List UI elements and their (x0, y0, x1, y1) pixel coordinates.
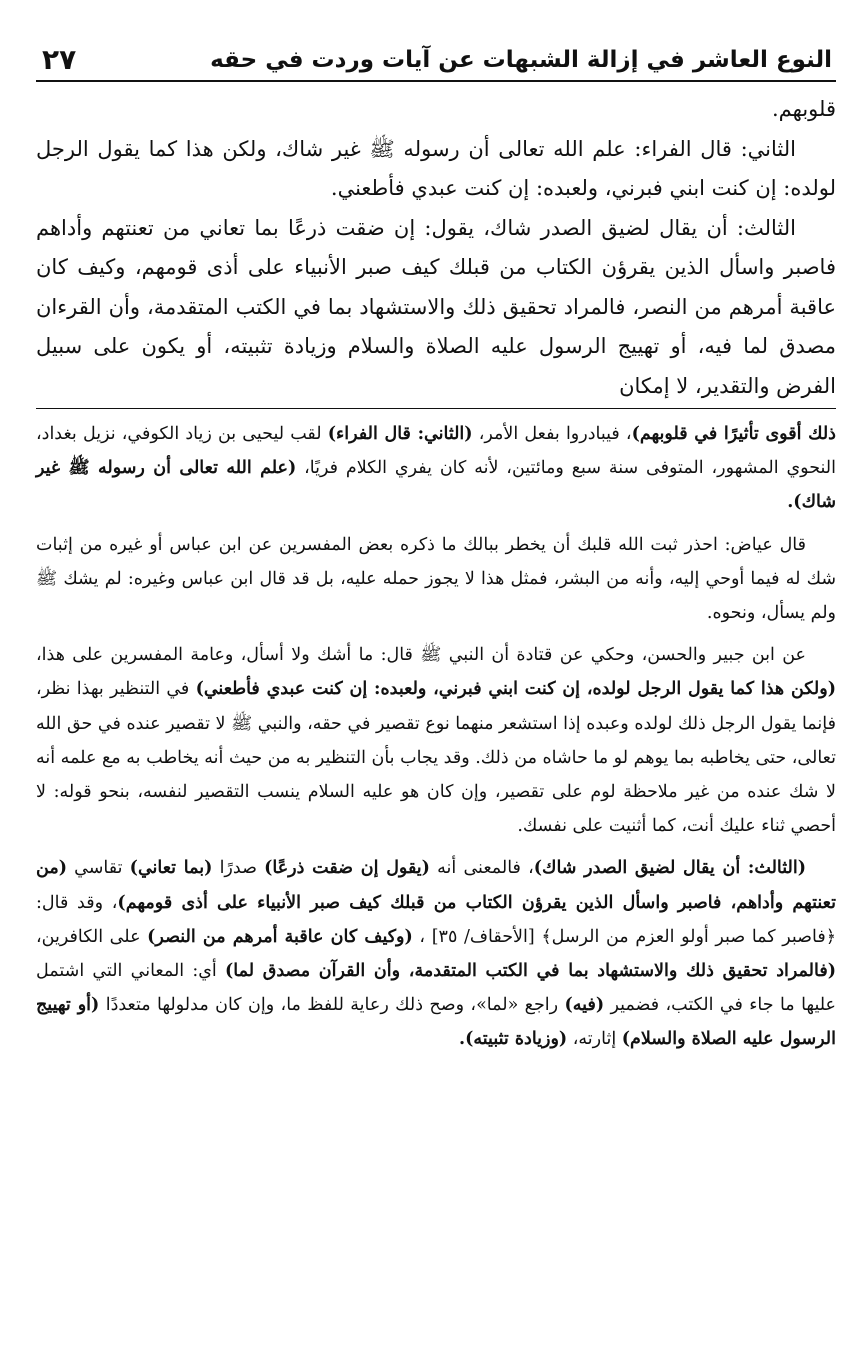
quoted-text: (يقول إن ضقت ذرعًا) (264, 858, 430, 879)
quoted-text: (الثاني: قال الفراء) (327, 424, 473, 444)
quoted-text: ذلك أقوى تأثيرًا في قلوبهم) (631, 424, 836, 444)
commentary-text-run: ، فيبادروا بفعل الأمر، (472, 424, 632, 444)
quoted-text: (فالمراد تحقيق ذلك والاستشهاد بما في الكتب المتقدمة، وأن القرآن مصدق لما) (224, 961, 836, 982)
commentary-text-run: في التنظير بهذا نظر، فإنما يقول الرجل ذلك لولده وعبده إذا استشعر منهما نوع تقصير في حقه، والنبي ﷺ لا تقصير عنده في حق الله تعالى، حتى يخاطبه بما يوهم لو ما حاشاه من ذلك. وقد يجاب بأن التنظير به من حيث أنه يخاطب به مع علمه أنه لا شك عنده من غير ملاحظة لوم على تقصير، وإن كان هو عليه السلام ينسب التقصير لنفسه، بنحو قوله: لا أحصي ثناء عليك أنت، كما أثنيت على نفسك. (36, 679, 836, 837)
commentary-text-run: تقاسي (66, 858, 130, 879)
main-paragraph-1: قلوبهم. (771, 97, 836, 121)
quoted-text: (وكيف كان عاقبة أمرهم من النصر) (147, 926, 413, 947)
commentary-paragraph-2: قال عياض: احذر ثبت الله قلبك أن يخطر ببالك ما ذكره بعض المفسرين عن ابن عباس أو غيره من إثبات شك له فيما أوحي إليه، وأنه من البشر، فمثل هذا لا يجوز حمله عليه، بل قد قال ابن عباس وغيره: لم يشك ﷺ ولم يسأل، ونحوه. (36, 534, 836, 624)
commentary-text-run: ، فالمعنى أنه (429, 858, 534, 879)
quran-citation: ، وقد قال: ﴿فاصبر كما صبر أولو العزم من الرسل﴾ [الأحقاف/ ٣٥] ، (36, 892, 836, 947)
footnote-separator (36, 408, 836, 409)
commentary-text-run: أي: المعاني التي اشتمل عليها ما جاء في الكتب، فضمير (36, 961, 836, 1016)
quoted-text: (وزيادة تثبيته). (459, 1029, 568, 1050)
commentary-text-run: صدرًا (212, 858, 265, 879)
quoted-text: (فيه) (564, 995, 605, 1016)
commentary-text (36, 417, 836, 1057)
page-number: ٢٧ (42, 43, 77, 76)
commentary-paragraph-1 (36, 417, 836, 520)
commentary-text-run: عن ابن جبير والحسن، وحكي عن قتادة أن النبي ﷺ قال: ما أشك ولا أسأل، وعامة المفسرين على هذا، (36, 645, 806, 666)
commentary-text-run: راجع «لما»، وصح ذلك رعاية للفظ ما، وإن كان مدلولها متعددًا (99, 995, 565, 1016)
main-paragraph-3: الثالث: أن يقال لضيق الصدر شاك، يقول: إن ضقت ذرعًا بما تعاني من تعنتهم وأداهم فاصبر واسأل الذين يقرؤن الكتاب من قبلك كيف صبر الأنبياء على أذى قومهم، وكيف كان عاقبة أمرهم من النصر، فالمراد تحقيق ذلك والاستشهاد بما في الكتب المتقدمة، وأن القرءان مصدق لما فيه، أو تهييج الرسول عليه الصلاة والسلام وزيادة تثبيته، أو يكون على سبيل الفرض والتقدير، لا إمكان (36, 215, 836, 398)
quoted-text: (ولكن هذا كما يقول الرجل لولده، إن كنت ابني فبرني، ولعبده: إن كنت عبدي فأطعني) (195, 679, 836, 700)
main-text (36, 90, 836, 406)
quoted-text: (بما تعاني) (129, 858, 213, 879)
commentary-text-run: لقب ليحيى بن زياد الكوفي، نزيل بغداد، النحوي المشهور، المتوفى سنة سبع ومائتين، لأنه كان يفري الكلام فريًا، (36, 424, 836, 479)
commentary-paragraph-4 (36, 851, 836, 1056)
commentary-paragraph-3 (36, 638, 836, 843)
quoted-text: (الثالث: أن يقال لضيق الصدر شاك) (533, 858, 806, 879)
main-paragraph-2: الثاني: قال الفراء: علم الله تعالى أن رسوله ﷺ غير شاك، ولكن هذا كما يقول الرجل لولده: إن كنت ابني فبرني، ولعبده: إن كنت عبدي فأطعني. (36, 136, 836, 200)
running-header (36, 30, 836, 82)
quoted-text: (أو تهييج الرسول عليه الصلاة والسلام) (36, 995, 836, 1050)
book-page (36, 30, 836, 1065)
quoted-text: (علم الله تعالى أن رسوله ﷺ غير شاك). (36, 458, 836, 513)
quoted-text: (من تعنتهم وأداهم، فاصبر واسأل الذين يقرؤن الكتاب من قبلك كيف صبر الأنبياء على أذى قومهم) (36, 858, 836, 913)
commentary-text-run: إثارته، (567, 1029, 622, 1050)
chapter-title: النوع العاشر في إزالة الشبهات عن آيات وردت في حقه (210, 47, 832, 73)
commentary-text-run: على الكافرين، (36, 926, 148, 947)
